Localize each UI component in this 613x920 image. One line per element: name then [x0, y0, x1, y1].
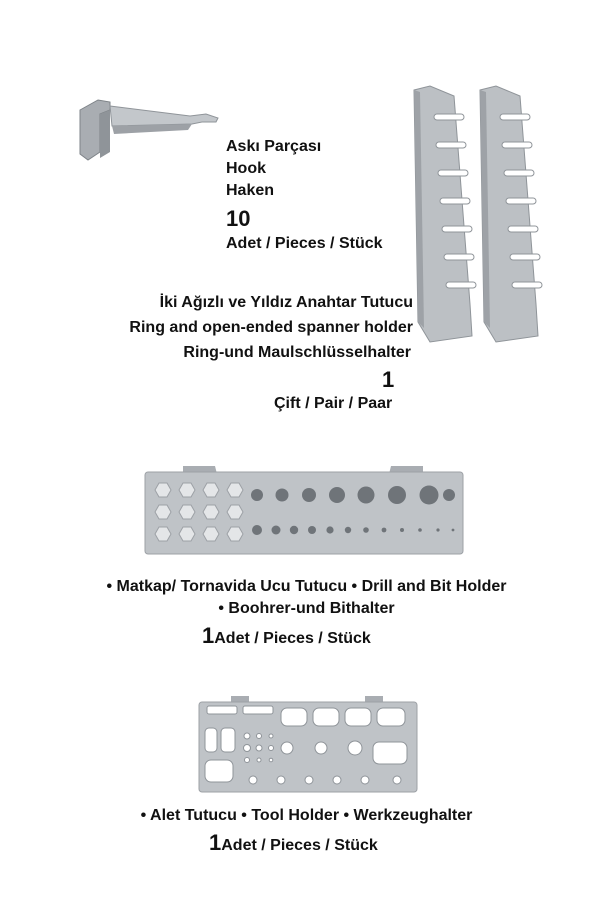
- tool-holder-quantity: 1: [209, 830, 222, 855]
- hook-image: [70, 92, 220, 164]
- drill-holder-quantity-row: [202, 625, 371, 648]
- drill-holder-image: [143, 462, 465, 556]
- tool-holder-image: [197, 694, 419, 794]
- drill-holder-line2: • Boohrer-und Bithalter: [218, 600, 395, 617]
- drill-holder-quantity: 1: [202, 623, 215, 648]
- spanner-holder-unit: Çift / Pair / Paar: [274, 395, 393, 412]
- tool-holder-line1: • Alet Tutucu • Tool Holder • Werkzeughalter: [140, 807, 473, 824]
- tool-holder-unit: Adet / Pieces / Stück: [221, 837, 378, 854]
- tool-holder-quantity-row: [209, 832, 378, 855]
- hook-unit: Adet / Pieces / Stück: [226, 235, 383, 252]
- spanner-holder-name-tr: İki Ağızlı ve Yıldız Anahtar Tutucu: [159, 294, 413, 311]
- spanner-holder-quantity: 1: [382, 367, 395, 392]
- spanner-holder-image: [410, 84, 550, 344]
- hook-name-en: Hook: [226, 160, 266, 177]
- spanner-holder-name-de: Ring-und Maulschlüsselhalter: [183, 344, 411, 361]
- hook-name-tr: Askı Parçası: [226, 138, 322, 155]
- drill-holder-unit: Adet / Pieces / Stück: [214, 630, 371, 647]
- spanner-holder-name-en: Ring and open-ended spanner holder: [129, 319, 413, 336]
- hook-name-de: Haken: [226, 182, 275, 199]
- hook-quantity: 10: [226, 206, 251, 231]
- drill-holder-line1: • Matkap/ Tornavida Ucu Tutucu • Drill and Bit Holder: [106, 578, 507, 595]
